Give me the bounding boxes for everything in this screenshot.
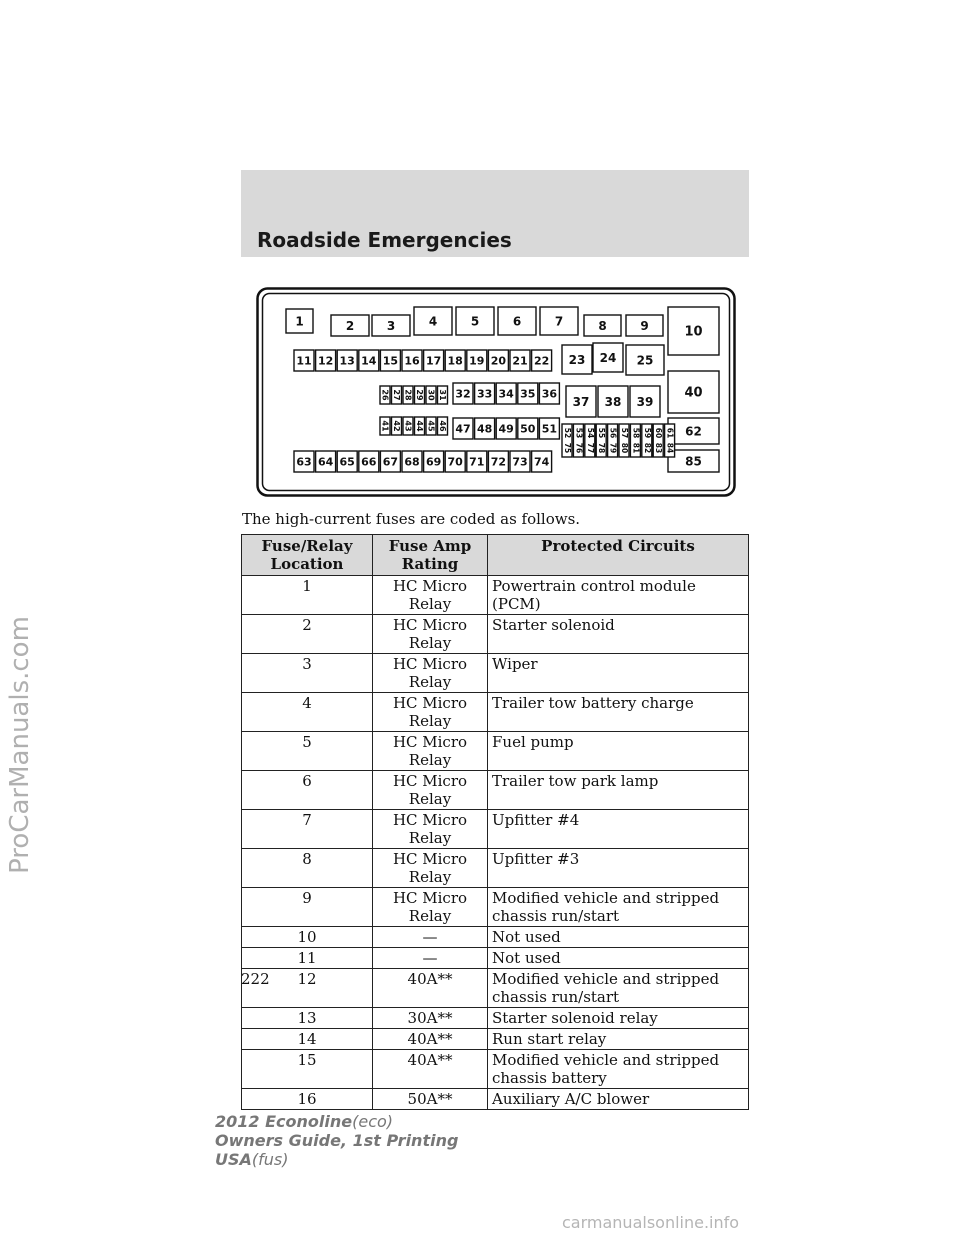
cell-location: 7 [242, 810, 373, 849]
fuse-24-label: 24 [599, 351, 617, 365]
fuse-28-label: 28 [403, 389, 413, 401]
cell-rating: HC Micro Relay [373, 888, 488, 927]
cell-circuits: Trailer tow park lamp [488, 771, 749, 810]
cell-rating: HC Micro Relay [373, 732, 488, 771]
fuse-3-label: 3 [386, 319, 396, 333]
fuse-83-label: 83 [654, 442, 664, 454]
cell-rating: 40A** [373, 1050, 488, 1089]
cell-circuits: Modified vehicle and stripped chassis run/start [488, 969, 749, 1008]
cell-location: 13 [242, 1008, 373, 1029]
table-row [242, 576, 749, 615]
cell-location: 12 [242, 969, 373, 1008]
cell-location: 10 [242, 927, 373, 948]
cell-location: 15 [242, 1050, 373, 1089]
cell-circuits: Not used [488, 948, 749, 969]
watermark-bottom: carmanualsonline.info [562, 1213, 740, 1232]
fuse-48-label: 48 [476, 422, 493, 436]
fuse-37-label: 37 [572, 395, 590, 409]
table-row [242, 969, 749, 1008]
cell-location: 2 [242, 615, 373, 654]
column-header-location: Fuse/Relay Location [242, 535, 373, 576]
cell-location: 1 [242, 576, 373, 615]
footer-guide: Owners Guide, 1st Printing [215, 1131, 459, 1150]
cell-rating: — [373, 948, 488, 969]
cell-rating: HC Micro Relay [373, 654, 488, 693]
cell-location: 5 [242, 732, 373, 771]
cell-location: 16 [242, 1089, 373, 1110]
cell-location: 4 [242, 693, 373, 732]
column-header-circuits: Protected Circuits [488, 535, 749, 576]
fuse-55-label: 55 [597, 427, 607, 439]
footer [215, 1112, 458, 1169]
fuse-11-label: 11 [296, 354, 312, 368]
table-row [242, 1050, 749, 1089]
cell-rating: 40A** [373, 969, 488, 1008]
table-row [242, 693, 749, 732]
fuse-7-label: 7 [554, 314, 564, 329]
fuse-63-label: 63 [296, 455, 312, 469]
fuse-69-label: 69 [425, 455, 442, 469]
table-row [242, 654, 749, 693]
fuse-4-label: 4 [428, 314, 438, 329]
fuse-54-label: 54 [585, 427, 595, 439]
fuse-80-label: 80 [620, 442, 629, 454]
fuse-62-label: 62 [685, 424, 702, 439]
fuse-13-label: 13 [339, 354, 355, 368]
fuse-12-label: 12 [317, 354, 334, 368]
fuse-59-label: 59 [642, 427, 652, 439]
fuse-60-label: 60 [654, 427, 664, 439]
fuse-82-label: 82 [642, 442, 652, 454]
fuse-2-label: 2 [345, 319, 355, 333]
footer-model: 2012 Econoline [215, 1112, 353, 1131]
fuse-43-label: 43 [403, 420, 413, 432]
fuse-6-label: 6 [512, 314, 522, 329]
fuse-81-label: 81 [631, 442, 641, 454]
cell-circuits: Fuel pump [488, 732, 749, 771]
fuse-51-label: 51 [541, 422, 558, 436]
fuse-box-diagram [256, 287, 736, 497]
cell-location: 8 [242, 849, 373, 888]
table-row [242, 849, 749, 888]
fuse-32-label: 32 [455, 387, 471, 401]
cell-circuits: Starter solenoid [488, 615, 749, 654]
fuse-64-label: 64 [317, 455, 334, 469]
fuse-31-label: 31 [438, 389, 447, 401]
fuse-85-label: 85 [685, 454, 702, 469]
fuse-79-label: 79 [608, 442, 618, 454]
fuse-70-label: 70 [447, 455, 463, 469]
table-row [242, 948, 749, 969]
fuse-72-label: 72 [490, 455, 507, 469]
fuse-52-label: 52 [563, 427, 572, 439]
cell-rating: 40A** [373, 1029, 488, 1050]
fuse-78-label: 78 [597, 442, 607, 454]
cell-rating: — [373, 927, 488, 948]
section-title: Roadside Emergencies [257, 228, 512, 252]
table-row [242, 615, 749, 654]
table-row [242, 888, 749, 927]
cell-location: 6 [242, 771, 373, 810]
table-row [242, 1029, 749, 1050]
cell-circuits: Powertrain control module (PCM) [488, 576, 749, 615]
fuse-18-label: 18 [447, 354, 463, 368]
fuse-77-label: 77 [585, 442, 595, 454]
fuse-10-label: 10 [684, 324, 703, 340]
fuse-53-label: 53 [574, 427, 584, 439]
table-row [242, 771, 749, 810]
cell-circuits: Wiper [488, 654, 749, 693]
table-row [242, 810, 749, 849]
cell-location: 14 [242, 1029, 373, 1050]
fuse-58-label: 58 [631, 427, 641, 439]
fuse-47-label: 47 [455, 422, 471, 436]
fuse-8-label: 8 [598, 319, 607, 333]
fuse-67-label: 67 [382, 455, 399, 469]
footer-region-code: (fus) [251, 1150, 289, 1169]
cell-location: 11 [242, 948, 373, 969]
cell-circuits: Upfitter #3 [488, 849, 749, 888]
fuse-68-label: 68 [404, 455, 420, 469]
table-row [242, 927, 749, 948]
fuse-44-label: 44 [415, 420, 424, 432]
cell-location: 3 [242, 654, 373, 693]
fuse-56-label: 56 [608, 427, 618, 439]
fuse-26-label: 26 [380, 389, 390, 401]
fuse-42-label: 42 [392, 420, 401, 432]
cell-circuits: Modified vehicle and stripped chassis battery [488, 1050, 749, 1089]
fuse-35-label: 35 [520, 387, 536, 401]
table-row [242, 732, 749, 771]
page-number: 222 [241, 970, 270, 988]
fuse-84-label: 84 [665, 442, 675, 454]
cell-rating: 50A** [373, 1089, 488, 1110]
intro-text: The high-current fuses are coded as follows. [242, 510, 581, 528]
cell-circuits: Starter solenoid relay [488, 1008, 749, 1029]
fuse-50-label: 50 [520, 422, 536, 436]
fuse-14-label: 14 [361, 354, 377, 368]
fuse-36-label: 36 [541, 387, 558, 401]
fuse-45-label: 45 [426, 420, 436, 432]
fuse-33-label: 33 [476, 387, 493, 401]
column-header-rating: Fuse Amp Rating [373, 535, 488, 576]
fuse-66-label: 66 [361, 455, 377, 469]
fuse-61-label: 61 [665, 427, 675, 439]
fuse-30-label: 30 [426, 389, 436, 401]
fuse-49-label: 49 [498, 422, 514, 436]
fuse-73-label: 73 [512, 455, 528, 469]
fuse-25-label: 25 [636, 353, 654, 368]
fuse-27-label: 27 [392, 389, 401, 401]
watermark-side: ProCarManuals.com [5, 616, 35, 874]
table-header-row [242, 535, 749, 576]
footer-model-code: (eco) [352, 1112, 394, 1131]
cell-rating: HC Micro Relay [373, 615, 488, 654]
cell-rating: HC Micro Relay [373, 849, 488, 888]
cell-circuits: Trailer tow battery charge [488, 693, 749, 732]
fuse-23-label: 23 [568, 353, 586, 367]
fuse-34-label: 34 [498, 387, 514, 401]
cell-rating: 30A** [373, 1008, 488, 1029]
fuse-46-label: 46 [438, 420, 447, 432]
fuse-29-label: 29 [415, 389, 424, 401]
fuse-75-label: 75 [563, 442, 572, 454]
cell-circuits: Modified vehicle and stripped chassis run/start [488, 888, 749, 927]
fuse-65-label: 65 [339, 455, 355, 469]
footer-region: USA [215, 1150, 252, 1169]
fuse-71-label: 71 [469, 455, 485, 469]
fuse-20-label: 20 [490, 354, 507, 368]
fuse-15-label: 15 [382, 354, 399, 368]
cell-rating: HC Micro Relay [373, 771, 488, 810]
fuse-5-label: 5 [470, 314, 480, 329]
fuse-table [241, 534, 749, 1110]
fuse-19-label: 19 [469, 354, 485, 368]
fuse-21-label: 21 [512, 354, 528, 368]
fuse-22-label: 22 [533, 354, 550, 368]
fuse-41-label: 41 [380, 420, 390, 432]
cell-rating: HC Micro Relay [373, 576, 488, 615]
fuse-38-label: 38 [604, 395, 622, 409]
cell-circuits: Auxiliary A/C blower [488, 1089, 749, 1110]
cell-location: 9 [242, 888, 373, 927]
cell-circuits: Run start relay [488, 1029, 749, 1050]
table-row [242, 1008, 749, 1029]
fuse-40-label: 40 [684, 385, 703, 401]
fuse-9-label: 9 [640, 319, 649, 333]
table-row [242, 1089, 749, 1110]
fuse-17-label: 17 [425, 354, 442, 368]
fuse-74-label: 74 [533, 455, 550, 469]
fuse-39-label: 39 [636, 395, 654, 409]
cell-rating: HC Micro Relay [373, 810, 488, 849]
fuse-16-label: 16 [404, 354, 420, 368]
fuse-57-label: 57 [620, 427, 629, 439]
fuse-76-label: 76 [574, 442, 584, 454]
cell-rating: HC Micro Relay [373, 693, 488, 732]
cell-circuits: Not used [488, 927, 749, 948]
fuse-1-label: 1 [295, 314, 304, 329]
cell-circuits: Upfitter #4 [488, 810, 749, 849]
